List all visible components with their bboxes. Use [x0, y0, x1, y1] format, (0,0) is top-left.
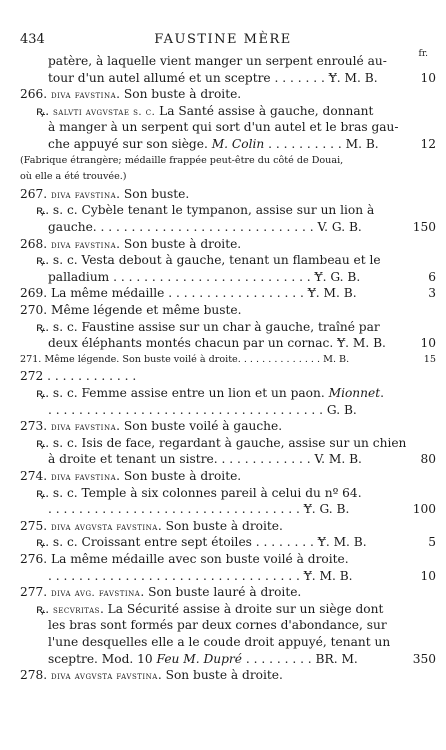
text-segment: La Santé assise à gauche, donnant — [155, 103, 374, 118]
text-segment: . Son buste. — [116, 186, 190, 201]
text-line — [0, 534, 446, 550]
text-line — [0, 601, 446, 617]
text-line — [0, 285, 446, 301]
line-text — [20, 186, 189, 204]
text-line — [0, 667, 446, 683]
text-segment: gauche. . . . . . . . . . . . . . . . . . . . . . . . . . . . . V. G. B. — [48, 220, 362, 234]
line-text — [20, 236, 241, 254]
text-segment: 276. La même médaille avec son buste voilé à droite. — [20, 552, 349, 566]
line-text — [20, 352, 349, 368]
line-text — [48, 402, 357, 418]
text-segment: 275. — [20, 518, 52, 533]
price-value: 15 — [423, 353, 436, 365]
text-segment: sceptre. Mod. 10 — [48, 651, 157, 666]
text-segment: à droite et tenant un sistre. . . . . . . . . . . . . V. M. B. — [48, 452, 362, 467]
price-value: 3 — [428, 286, 436, 301]
text-segment: . Son buste à droite. — [116, 236, 242, 251]
text-line — [0, 651, 446, 667]
text-line — [0, 335, 446, 351]
text-line — [0, 485, 446, 501]
legend-text: diva favstina — [51, 472, 117, 483]
text-segment: 266. — [20, 87, 52, 102]
line-text — [20, 418, 282, 436]
text-segment: deux éléphants montés chacun par un cornac. Ɏ. M. B. — [48, 336, 386, 351]
text-segment: . . . . . . . . . . . . . . . . . . . . . . . . . . . . . . . . . Ɏ. M. B. — [48, 568, 353, 583]
line-text — [48, 335, 386, 351]
text-line — [0, 136, 446, 152]
text-line — [0, 202, 446, 218]
price-value: 10 — [420, 568, 436, 583]
line-text — [20, 667, 283, 685]
text-line — [0, 368, 446, 384]
text-line — [0, 352, 446, 368]
line-text — [36, 252, 381, 268]
line-text — [20, 302, 242, 318]
text-segment: . — [380, 386, 384, 400]
text-segment: 277. — [20, 585, 52, 600]
legend-text: diva favstina — [51, 189, 117, 201]
text-segment: 278. — [20, 668, 52, 683]
text-segment: patère, à laquelle vient manger un serpent enroulé au- — [48, 54, 387, 68]
text-line — [0, 451, 446, 467]
text-segment: . . . . . . . . . . . . . . . . . . . . . . . . . . . . . . . . . . . . G. B. — [48, 402, 357, 417]
line-text — [20, 518, 283, 536]
text-line — [0, 186, 446, 202]
line-text — [36, 601, 383, 619]
text-line — [0, 302, 446, 318]
text-line — [0, 319, 446, 335]
text-segment: ꝶ. s. c. Vesta debout à gauche, tenant un flambeau et le — [36, 253, 381, 268]
text-segment: 272 . . . . . . . . . . . . — [20, 369, 137, 384]
text-line — [0, 385, 446, 401]
text-line — [0, 634, 446, 650]
line-text — [48, 501, 349, 517]
text-segment: ꝶ. s. c. Isis de face, regardant à gauche, assise sur un chien — [36, 435, 407, 450]
text-line — [0, 236, 446, 252]
text-segment: . Son buste à droite. — [116, 469, 242, 483]
text-line — [0, 418, 446, 434]
text-segment: ꝶ. s. c. Croissant entre sept étoiles . . . . . . . . Ɏ. M. B. — [36, 535, 367, 550]
text-segment: che appuyé sur son siège. — [48, 137, 212, 151]
line-text — [20, 86, 241, 104]
text-line — [0, 568, 446, 584]
price-value: 5 — [428, 535, 436, 550]
text-line — [0, 468, 446, 484]
price-value: 350 — [412, 651, 436, 666]
legend-text: secvritas — [52, 604, 100, 616]
italic-text: M. Colin — [211, 137, 265, 151]
line-text — [48, 136, 379, 152]
page-title: FAUSTINE MÈRE — [154, 32, 292, 47]
text-line — [0, 103, 446, 119]
line-text — [48, 219, 362, 235]
text-segment: où elle a été trouvée.) — [20, 171, 127, 183]
text-segment: . Son buste à droite. — [116, 87, 242, 102]
legend-text: salvti avgvstae s. c. — [52, 106, 156, 118]
text-line — [0, 53, 446, 69]
line-text — [20, 169, 127, 185]
text-segment: . La Sécurité assise à droite sur un siège dont — [99, 601, 384, 616]
price-value: 6 — [428, 269, 436, 284]
text-segment: ꝶ. s. c. Cybèle tenant le tympanon, assise sur un lion à — [36, 203, 375, 218]
price-value: 12 — [420, 137, 436, 151]
line-text — [36, 435, 406, 451]
text-segment: . . . . . . . . . . M. B. — [264, 137, 379, 151]
text-segment: les bras sont formés par deux cornes d'abondance, sur — [48, 618, 387, 633]
text-line — [0, 119, 446, 135]
text-segment: . Son buste lauré à droite. — [140, 585, 302, 600]
text-line — [0, 617, 446, 633]
price-unit-label: fr. — [418, 49, 428, 59]
line-text — [20, 551, 349, 567]
text-line — [0, 501, 446, 517]
line-text — [20, 285, 357, 301]
italic-text: Feu M. Dupré — [156, 651, 242, 666]
text-segment: l'une desquelles elle a le coude droit appuyé, tenant un — [48, 635, 391, 649]
line-text — [36, 319, 380, 335]
legend-text: diva favstina — [51, 90, 117, 102]
line-text — [48, 568, 353, 584]
text-segment: 267. — [20, 186, 52, 201]
text-line — [0, 86, 446, 102]
text-segment: à manger à un serpent qui sort d'un autel et le bras gau- — [48, 120, 399, 135]
text-segment: (Fabrique étrangère; médaille frappée peut-être du côté de Douai, — [20, 154, 344, 166]
price-value: 10 — [420, 70, 436, 85]
line-text — [36, 103, 373, 121]
line-text — [48, 617, 387, 633]
legend-text: diva avgvsta favstina — [51, 521, 158, 533]
line-text — [48, 70, 378, 86]
text-segment: . Son buste voilé à gauche. — [116, 419, 283, 434]
text-segment: . Son buste à droite. — [157, 668, 283, 683]
text-segment: 273. — [20, 419, 52, 434]
text-segment: 271. Même légende. Son buste voilé à droite. . . . . . . . . . . . . . M. B. — [20, 353, 350, 365]
text-line — [0, 518, 446, 534]
text-segment: ꝶ. s. c. Temple à six colonnes pareil à celui du nº 64. — [36, 485, 362, 500]
line-text — [36, 202, 374, 218]
price-value: 80 — [420, 452, 436, 467]
text-line — [0, 584, 446, 600]
text-segment: ꝶ. — [36, 601, 53, 616]
text-segment: . . . . . . . . . BR. M. — [241, 651, 358, 666]
text-segment: . Son buste à droite. — [157, 518, 283, 533]
text-line — [0, 169, 446, 185]
line-text — [36, 534, 367, 550]
text-line — [0, 70, 446, 86]
line-text — [36, 385, 384, 401]
page-number: 434 — [20, 32, 45, 47]
line-text — [20, 368, 136, 384]
italic-text: Mionnet — [328, 386, 381, 400]
text-segment: palladium . . . . . . . . . . . . . . . . . . . . . . . . . . Ɏ. G. B. — [48, 269, 361, 284]
line-text — [48, 269, 360, 285]
text-segment: 268. — [20, 236, 52, 251]
line-text — [36, 485, 362, 501]
text-line — [0, 402, 446, 418]
text-line — [0, 269, 446, 285]
text-line — [0, 435, 446, 451]
legend-text: diva favstina — [51, 239, 117, 251]
text-line — [0, 252, 446, 268]
text-segment: 274. — [20, 469, 52, 483]
legend-text: diva favstina — [51, 422, 117, 434]
text-segment: ꝶ. s. c. Faustine assise sur un char à gauche, traîné par — [36, 319, 380, 334]
price-value: 150 — [412, 220, 436, 234]
line-text — [48, 651, 358, 667]
text-segment: tour d'un autel allumé et un sceptre . . . . . . . Ɏ. M. B. — [48, 70, 378, 85]
price-value: 100 — [412, 502, 436, 517]
text-line — [0, 153, 446, 169]
text-segment: ꝶ. s. c. Femme assise entre un lion et un paon. — [36, 386, 329, 400]
line-text — [48, 634, 390, 650]
text-line — [0, 551, 446, 567]
legend-text: diva avg. favstina — [51, 588, 141, 600]
line-text — [48, 119, 399, 135]
text-segment: 269. La même médaille . . . . . . . . . . . . . . . . . . Ɏ. M. B. — [20, 286, 357, 301]
legend-text: diva avgvsta favstina — [51, 671, 158, 683]
line-text — [48, 53, 387, 69]
line-text — [48, 451, 362, 467]
text-segment: . . . . . . . . . . . . . . . . . . . . . . . . . . . . . . . . . Ɏ. G. B. — [48, 502, 350, 517]
line-text — [20, 153, 343, 169]
line-text — [20, 584, 301, 602]
text-segment: ꝶ. — [36, 103, 53, 118]
text-segment: 270. Même légende et même buste. — [20, 303, 242, 317]
line-text — [20, 468, 241, 486]
price-value: 10 — [420, 336, 436, 351]
text-line — [0, 219, 446, 235]
